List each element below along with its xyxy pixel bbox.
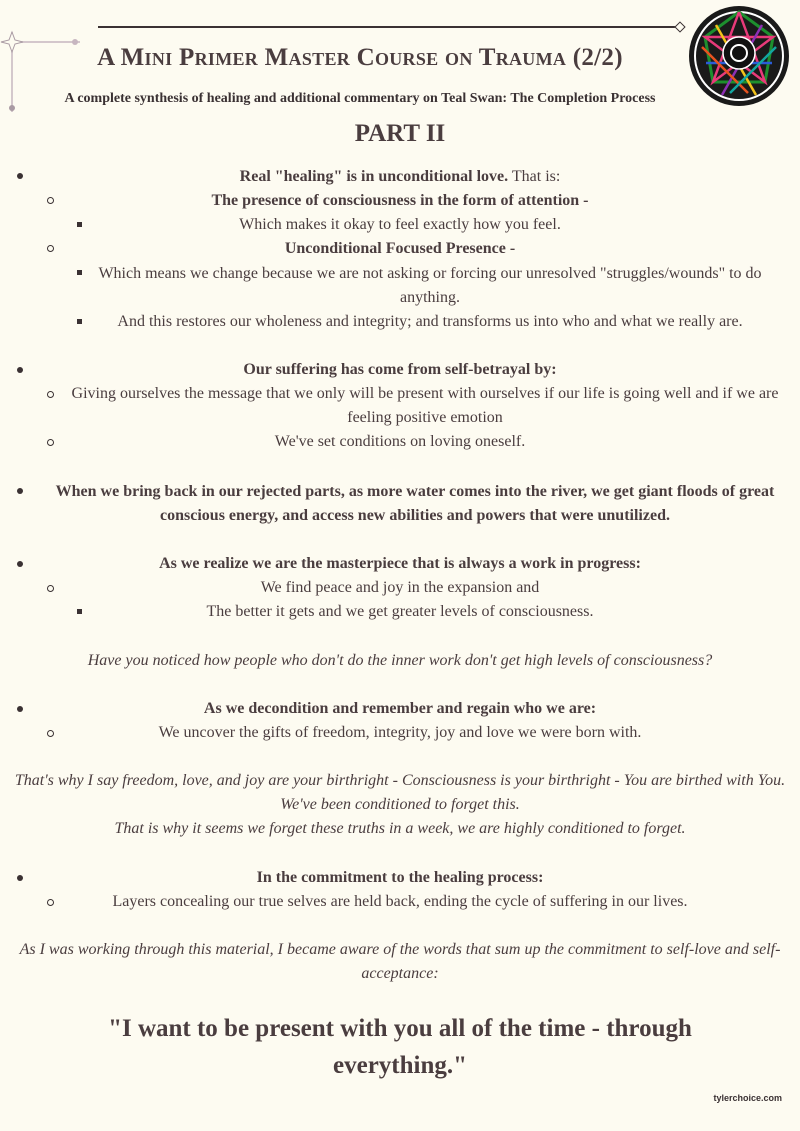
page-subtitle: A complete synthesis of healing and additional commentary on Teal Swan: The Completion Process	[64, 91, 656, 106]
part-heading: PART II	[354, 120, 446, 147]
commentary-note: We've been conditioned to forget this.	[280, 796, 520, 813]
list-item: The better it gets and we get greater levels of consciousness.	[206, 603, 594, 620]
commentary-note: acceptance:	[361, 965, 439, 982]
list-item: Unconditional Focused Presence -	[284, 240, 516, 257]
list-item-continuation: feeling positive emotion	[347, 409, 503, 426]
top-divider	[98, 26, 680, 28]
page-title: A Mini Primer Master Course on Trauma (2/2)	[97, 44, 623, 71]
list-item: We uncover the gifts of freedom, integrity, joy and love we were born with.	[158, 724, 642, 741]
quote-line: "I want to be present with you all of the time - through	[108, 1015, 692, 1042]
commentary-note: As I was working through this material, I became aware of the words that sum up the commitment to self-love and self-	[19, 941, 781, 958]
commentary-note: That is why it seems we forget these truths in a week, we are highly conditioned to forget.	[114, 820, 686, 837]
list-item-continuation: conscious energy, and access new abilities and powers that were unutilized.	[160, 507, 670, 524]
list-item: Our suffering has come from self-betrayal by:	[243, 361, 557, 378]
item-text: That is:	[508, 168, 561, 185]
commentary-note: Have you noticed how people who don't do the inner work don't get high levels of consciousness?	[87, 652, 713, 669]
list-item: We find peace and joy in the expansion and	[260, 579, 540, 596]
list-item: And this restores our wholeness and integrity; and transforms us into who and what we really are.	[117, 313, 743, 330]
list-item: Which means we change because we are not asking or forcing our unresolved "struggles/wounds" to do	[98, 265, 762, 282]
list-item-continuation: anything.	[400, 289, 460, 306]
list-item: Which makes it okay to feel exactly how you feel.	[239, 216, 561, 233]
list-item	[0, 165, 800, 189]
list-item: When we bring back in our rejected parts, as more water comes into the river, we get giant floods of great	[55, 483, 775, 500]
closing-quote	[60, 1010, 740, 1084]
bullet-disc	[17, 488, 23, 494]
quote-line: everything."	[333, 1052, 467, 1079]
item-bold-text: Real "healing" is in unconditional love.	[239, 168, 509, 185]
list-item: As we decondition and remember and regain who we are:	[203, 700, 597, 717]
list-item: The presence of consciousness in the form of attention -	[211, 192, 589, 209]
list-item: As we realize we are the masterpiece that is always a work in progress:	[159, 555, 641, 572]
list-item: Giving ourselves the message that we only will be present with ourselves if our life is going well and if we are	[71, 385, 779, 402]
divider-diamond	[674, 21, 685, 32]
footer-website: tylerchoice.com	[713, 1093, 782, 1103]
list-item: We've set conditions on loving oneself.	[274, 433, 526, 450]
commentary-note: That's why I say freedom, love, and joy are your birthright - Consciousness is your birthright - You are birthed with You.	[14, 772, 786, 789]
list-item: Layers concealing our true selves are held back, ending the cycle of suffering in our lives.	[112, 893, 688, 910]
list-item: In the commitment to the healing process:	[256, 869, 544, 886]
